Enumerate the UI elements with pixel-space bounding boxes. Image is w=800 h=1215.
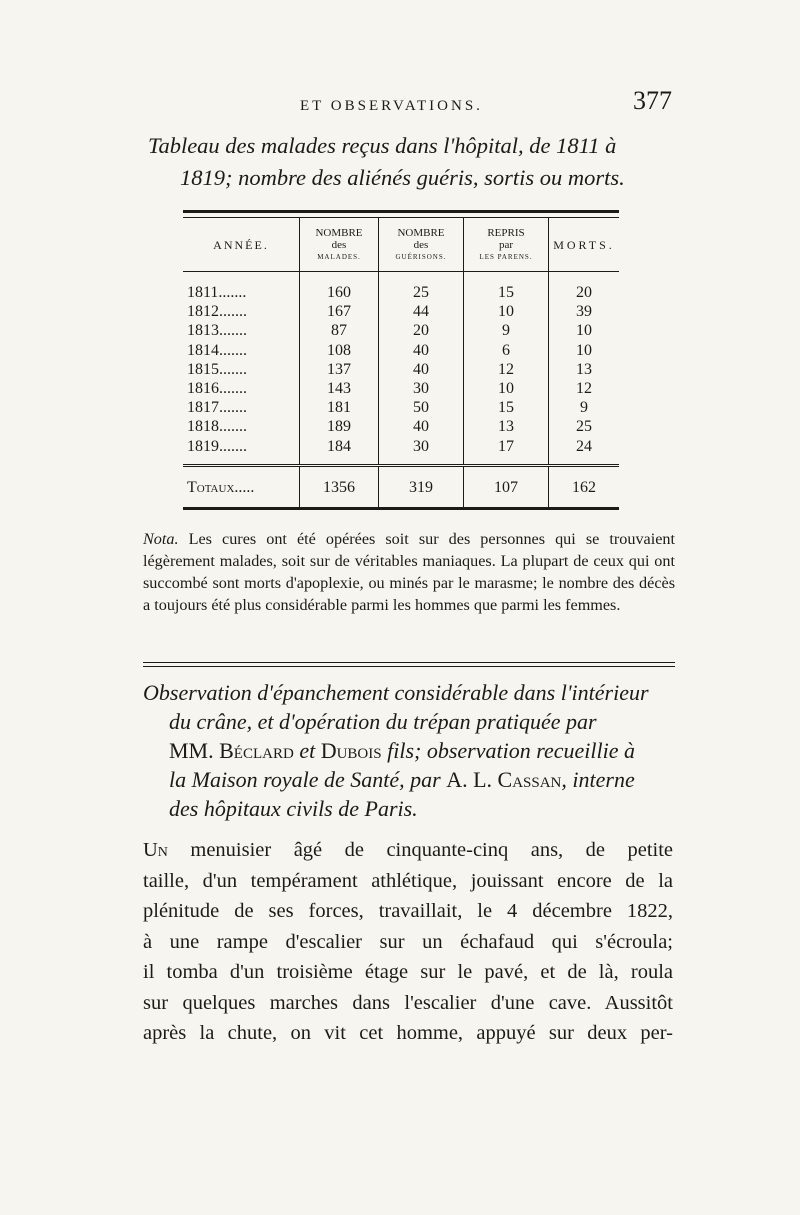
table-title-line-2: 1819; nombre des aliénés guéris, sortis ou morts. [180,165,625,190]
table-row: 1812....... 167 44 10 39 [183,302,619,321]
drop-cap: Un [143,839,168,861]
table-row: 1817....... 181 50 15 9 [183,398,619,417]
table-row: 1818....... 189 40 13 25 [183,417,619,436]
observation-title: Observation d'épanchement considérable dans l'intérieur du crâne, et d'opération du trépan pratiquée par MM. Béclard et Dubois fils; observation recueillie à la Maison royale de Santé, par A. L. Cassan, interne des hôpitaux civils de Paris. [143,680,649,821]
body-line: après la chute, on vit cet homme, appuyé sur deux per- [143,1022,673,1044]
body-line: il tomba d'un troisième étage sur le pavé, et de là, roula [143,961,673,983]
table-row: 1814....... 108 40 6 10 [183,341,619,360]
table-title [148,130,678,194]
table-row: 1813....... 87 20 9 10 [183,321,619,340]
body-line: Un menuisier âgé de cinquante-cinq ans, de petite [143,839,673,861]
section-divider [143,662,675,667]
table-title-line-1: Tableau des malades reçus dans l'hôpital, de 1811 à [148,133,617,158]
table-row: 1815....... 137 40 12 13 [183,360,619,379]
col-header-annee: ANNÉE. [183,218,300,272]
col-header-malades: NOMBRE des MALADES. [300,218,379,272]
col-header-repris: REPRIS par LES PARENS. [464,218,549,272]
statistics-table [183,210,619,510]
nota-paragraph [143,528,675,616]
nota-text: Les cures ont été opérées soit sur des personnes qui se trouvaient légèrement malades, soit sur de véritables maniaques. La plupart de ceux qui ont succombé sont morts d'apoplexie, ou minés par le marasme; le nombre des décès a toujours été plus considérable parmi les hommes que parmi les femmes. [143,530,675,614]
body-paragraph [143,835,673,1049]
running-head: ET OBSERVATIONS. [300,98,483,114]
table-row: 1816....... 143 30 10 12 [183,379,619,398]
table-row: 1811....... 160 25 15 20 [183,272,619,303]
body-line: taille, d'un tempérament athlétique, jouissant encore de la [143,869,673,892]
body-line: à une rampe d'escalier sur un échafaud qui s'écroula; [143,930,673,953]
table-header-row [183,218,619,272]
page-number: 377 [633,86,672,115]
nota-label: Nota. [143,530,179,548]
body-line: plénitude de ses forces, travaillait, le 4 décembre 1822, [143,900,673,922]
col-header-morts: MORTS. [549,218,620,272]
body-line: sur quelques marches dans l'escalier d'une cave. Aussitôt [143,991,673,1014]
table-row: 1819....... 184 30 17 24 [183,437,619,466]
col-header-guerisons: NOMBRE des GUÉRISONS. [379,218,464,272]
table-totals-row: Totaux..... 1356 319 107 162 [183,465,619,508]
